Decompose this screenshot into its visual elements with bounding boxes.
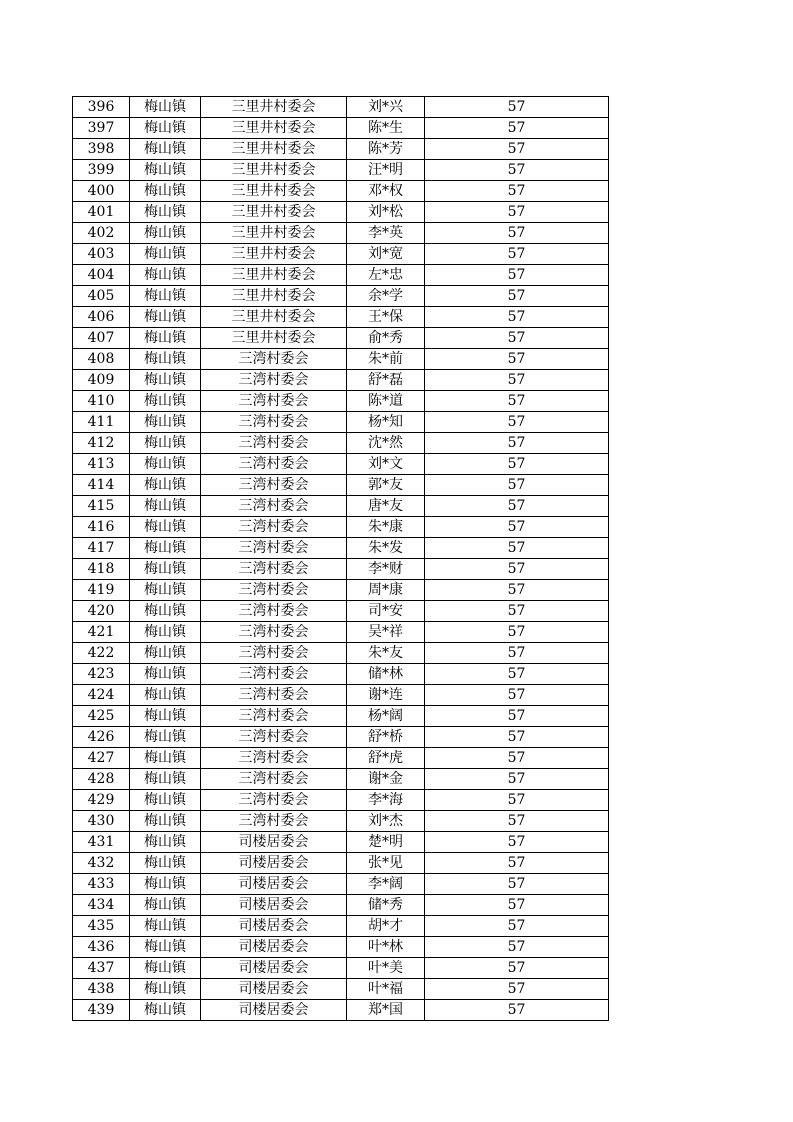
amount-cell: 57	[425, 286, 609, 307]
table-row	[73, 307, 609, 328]
village-cell: 三湾村委会	[201, 412, 347, 433]
person-name-cell: 朱*友	[347, 643, 425, 664]
row-number-cell: 425	[73, 706, 130, 727]
amount-cell: 57	[425, 916, 609, 937]
table-row	[73, 937, 609, 958]
row-number-cell: 400	[73, 181, 130, 202]
amount-cell: 57	[425, 412, 609, 433]
village-cell: 三湾村委会	[201, 559, 347, 580]
village-cell: 司楼居委会	[201, 979, 347, 1000]
town-cell: 梅山镇	[130, 244, 201, 265]
village-cell: 三湾村委会	[201, 811, 347, 832]
village-cell: 三湾村委会	[201, 496, 347, 517]
village-cell: 三湾村委会	[201, 706, 347, 727]
row-number-cell: 428	[73, 769, 130, 790]
table-row	[73, 811, 609, 832]
person-name-cell: 陈*芳	[347, 139, 425, 160]
amount-cell: 57	[425, 328, 609, 349]
amount-cell: 57	[425, 979, 609, 1000]
amount-cell: 57	[425, 223, 609, 244]
table-row	[73, 202, 609, 223]
village-cell: 三里井村委会	[201, 202, 347, 223]
village-cell: 三里井村委会	[201, 139, 347, 160]
records-table-body	[73, 97, 609, 1021]
village-cell: 三湾村委会	[201, 601, 347, 622]
table-row	[73, 328, 609, 349]
person-name-cell: 舒*磊	[347, 370, 425, 391]
table-row	[73, 853, 609, 874]
row-number-cell: 405	[73, 286, 130, 307]
town-cell: 梅山镇	[130, 874, 201, 895]
person-name-cell: 谢*金	[347, 769, 425, 790]
table-row	[73, 391, 609, 412]
person-name-cell: 邓*权	[347, 181, 425, 202]
table-row	[73, 370, 609, 391]
table-row	[73, 664, 609, 685]
amount-cell: 57	[425, 559, 609, 580]
row-number-cell: 401	[73, 202, 130, 223]
town-cell: 梅山镇	[130, 265, 201, 286]
table-row	[73, 181, 609, 202]
table-row	[73, 685, 609, 706]
amount-cell: 57	[425, 811, 609, 832]
person-name-cell: 汪*明	[347, 160, 425, 181]
town-cell: 梅山镇	[130, 496, 201, 517]
table-row	[73, 286, 609, 307]
town-cell: 梅山镇	[130, 895, 201, 916]
village-cell: 三湾村委会	[201, 769, 347, 790]
amount-cell: 57	[425, 538, 609, 559]
row-number-cell: 417	[73, 538, 130, 559]
person-name-cell: 王*保	[347, 307, 425, 328]
village-cell: 三湾村委会	[201, 349, 347, 370]
table-row	[73, 517, 609, 538]
row-number-cell: 414	[73, 475, 130, 496]
person-name-cell: 刘*兴	[347, 97, 425, 118]
person-name-cell: 谢*连	[347, 685, 425, 706]
town-cell: 梅山镇	[130, 412, 201, 433]
row-number-cell: 402	[73, 223, 130, 244]
town-cell: 梅山镇	[130, 580, 201, 601]
row-number-cell: 407	[73, 328, 130, 349]
table-row	[73, 538, 609, 559]
village-cell: 三里井村委会	[201, 97, 347, 118]
row-number-cell: 420	[73, 601, 130, 622]
amount-cell: 57	[425, 601, 609, 622]
village-cell: 三里井村委会	[201, 181, 347, 202]
town-cell: 梅山镇	[130, 979, 201, 1000]
village-cell: 三湾村委会	[201, 517, 347, 538]
amount-cell: 57	[425, 643, 609, 664]
table-row	[73, 349, 609, 370]
village-cell: 司楼居委会	[201, 874, 347, 895]
table-row	[73, 706, 609, 727]
person-name-cell: 司*安	[347, 601, 425, 622]
village-cell: 三湾村委会	[201, 727, 347, 748]
row-number-cell: 406	[73, 307, 130, 328]
table-row	[73, 601, 609, 622]
row-number-cell: 431	[73, 832, 130, 853]
person-name-cell: 胡*才	[347, 916, 425, 937]
person-name-cell: 陈*道	[347, 391, 425, 412]
row-number-cell: 404	[73, 265, 130, 286]
town-cell: 梅山镇	[130, 937, 201, 958]
person-name-cell: 李*阔	[347, 874, 425, 895]
person-name-cell: 吴*祥	[347, 622, 425, 643]
table-row	[73, 475, 609, 496]
amount-cell: 57	[425, 769, 609, 790]
row-number-cell: 423	[73, 664, 130, 685]
table-row	[73, 643, 609, 664]
amount-cell: 57	[425, 748, 609, 769]
row-number-cell: 411	[73, 412, 130, 433]
town-cell: 梅山镇	[130, 832, 201, 853]
town-cell: 梅山镇	[130, 118, 201, 139]
amount-cell: 57	[425, 958, 609, 979]
village-cell: 司楼居委会	[201, 1000, 347, 1021]
amount-cell: 57	[425, 307, 609, 328]
person-name-cell: 李*海	[347, 790, 425, 811]
amount-cell: 57	[425, 790, 609, 811]
table-row	[73, 244, 609, 265]
village-cell: 三湾村委会	[201, 643, 347, 664]
amount-cell: 57	[425, 454, 609, 475]
town-cell: 梅山镇	[130, 664, 201, 685]
table-row	[73, 223, 609, 244]
table-row	[73, 559, 609, 580]
table-row	[73, 727, 609, 748]
amount-cell: 57	[425, 97, 609, 118]
person-name-cell: 左*忠	[347, 265, 425, 286]
row-number-cell: 422	[73, 643, 130, 664]
row-number-cell: 427	[73, 748, 130, 769]
amount-cell: 57	[425, 349, 609, 370]
row-number-cell: 434	[73, 895, 130, 916]
town-cell: 梅山镇	[130, 202, 201, 223]
village-cell: 三湾村委会	[201, 475, 347, 496]
town-cell: 梅山镇	[130, 349, 201, 370]
table-row	[73, 874, 609, 895]
row-number-cell: 396	[73, 97, 130, 118]
town-cell: 梅山镇	[130, 370, 201, 391]
town-cell: 梅山镇	[130, 517, 201, 538]
amount-cell: 57	[425, 1000, 609, 1021]
village-cell: 三湾村委会	[201, 748, 347, 769]
table-row	[73, 454, 609, 475]
row-number-cell: 435	[73, 916, 130, 937]
amount-cell: 57	[425, 937, 609, 958]
town-cell: 梅山镇	[130, 307, 201, 328]
row-number-cell: 424	[73, 685, 130, 706]
town-cell: 梅山镇	[130, 811, 201, 832]
person-name-cell: 李*英	[347, 223, 425, 244]
person-name-cell: 俞*秀	[347, 328, 425, 349]
village-cell: 三湾村委会	[201, 538, 347, 559]
person-name-cell: 叶*林	[347, 937, 425, 958]
town-cell: 梅山镇	[130, 727, 201, 748]
amount-cell: 57	[425, 475, 609, 496]
row-number-cell: 421	[73, 622, 130, 643]
town-cell: 梅山镇	[130, 643, 201, 664]
village-cell: 司楼居委会	[201, 895, 347, 916]
village-cell: 三湾村委会	[201, 454, 347, 475]
table-row	[73, 496, 609, 517]
amount-cell: 57	[425, 874, 609, 895]
amount-cell: 57	[425, 496, 609, 517]
town-cell: 梅山镇	[130, 538, 201, 559]
person-name-cell: 舒*虎	[347, 748, 425, 769]
amount-cell: 57	[425, 685, 609, 706]
village-cell: 三湾村委会	[201, 622, 347, 643]
village-cell: 司楼居委会	[201, 832, 347, 853]
town-cell: 梅山镇	[130, 769, 201, 790]
row-number-cell: 426	[73, 727, 130, 748]
amount-cell: 57	[425, 160, 609, 181]
amount-cell: 57	[425, 727, 609, 748]
table-row	[73, 748, 609, 769]
records-table	[72, 96, 609, 1021]
row-number-cell: 410	[73, 391, 130, 412]
table-row	[73, 916, 609, 937]
row-number-cell: 436	[73, 937, 130, 958]
table-row	[73, 769, 609, 790]
row-number-cell: 408	[73, 349, 130, 370]
amount-cell: 57	[425, 202, 609, 223]
town-cell: 梅山镇	[130, 475, 201, 496]
village-cell: 三里井村委会	[201, 286, 347, 307]
town-cell: 梅山镇	[130, 286, 201, 307]
village-cell: 司楼居委会	[201, 937, 347, 958]
row-number-cell: 438	[73, 979, 130, 1000]
town-cell: 梅山镇	[130, 559, 201, 580]
person-name-cell: 刘*文	[347, 454, 425, 475]
village-cell: 三湾村委会	[201, 391, 347, 412]
person-name-cell: 叶*美	[347, 958, 425, 979]
town-cell: 梅山镇	[130, 748, 201, 769]
amount-cell: 57	[425, 181, 609, 202]
row-number-cell: 409	[73, 370, 130, 391]
town-cell: 梅山镇	[130, 391, 201, 412]
table-row	[73, 433, 609, 454]
village-cell: 三里井村委会	[201, 223, 347, 244]
town-cell: 梅山镇	[130, 139, 201, 160]
person-name-cell: 舒*桥	[347, 727, 425, 748]
town-cell: 梅山镇	[130, 1000, 201, 1021]
village-cell: 司楼居委会	[201, 916, 347, 937]
town-cell: 梅山镇	[130, 622, 201, 643]
town-cell: 梅山镇	[130, 685, 201, 706]
village-cell: 三里井村委会	[201, 244, 347, 265]
table-row	[73, 580, 609, 601]
village-cell: 三湾村委会	[201, 580, 347, 601]
town-cell: 梅山镇	[130, 790, 201, 811]
amount-cell: 57	[425, 706, 609, 727]
row-number-cell: 397	[73, 118, 130, 139]
town-cell: 梅山镇	[130, 601, 201, 622]
village-cell: 三里井村委会	[201, 118, 347, 139]
person-name-cell: 杨*阔	[347, 706, 425, 727]
village-cell: 司楼居委会	[201, 958, 347, 979]
amount-cell: 57	[425, 370, 609, 391]
row-number-cell: 419	[73, 580, 130, 601]
table-row	[73, 97, 609, 118]
amount-cell: 57	[425, 391, 609, 412]
village-cell: 三里井村委会	[201, 307, 347, 328]
row-number-cell: 416	[73, 517, 130, 538]
row-number-cell: 413	[73, 454, 130, 475]
town-cell: 梅山镇	[130, 328, 201, 349]
town-cell: 梅山镇	[130, 853, 201, 874]
village-cell: 三湾村委会	[201, 370, 347, 391]
row-number-cell: 415	[73, 496, 130, 517]
table-row	[73, 160, 609, 181]
village-cell: 三湾村委会	[201, 433, 347, 454]
person-name-cell: 叶*福	[347, 979, 425, 1000]
amount-cell: 57	[425, 664, 609, 685]
person-name-cell: 张*见	[347, 853, 425, 874]
table-row	[73, 118, 609, 139]
person-name-cell: 朱*康	[347, 517, 425, 538]
person-name-cell: 楚*明	[347, 832, 425, 853]
person-name-cell: 储*秀	[347, 895, 425, 916]
table-row	[73, 832, 609, 853]
amount-cell: 57	[425, 895, 609, 916]
person-name-cell: 刘*杰	[347, 811, 425, 832]
village-cell: 三里井村委会	[201, 328, 347, 349]
town-cell: 梅山镇	[130, 433, 201, 454]
row-number-cell: 412	[73, 433, 130, 454]
person-name-cell: 沈*然	[347, 433, 425, 454]
row-number-cell: 429	[73, 790, 130, 811]
table-row	[73, 790, 609, 811]
town-cell: 梅山镇	[130, 223, 201, 244]
table-row	[73, 622, 609, 643]
amount-cell: 57	[425, 433, 609, 454]
town-cell: 梅山镇	[130, 454, 201, 475]
table-row	[73, 412, 609, 433]
village-cell: 三湾村委会	[201, 664, 347, 685]
person-name-cell: 朱*发	[347, 538, 425, 559]
table-row	[73, 895, 609, 916]
person-name-cell: 朱*前	[347, 349, 425, 370]
table-row	[73, 265, 609, 286]
amount-cell: 57	[425, 853, 609, 874]
person-name-cell: 陈*生	[347, 118, 425, 139]
person-name-cell: 刘*松	[347, 202, 425, 223]
village-cell: 三里井村委会	[201, 265, 347, 286]
row-number-cell: 433	[73, 874, 130, 895]
amount-cell: 57	[425, 580, 609, 601]
amount-cell: 57	[425, 265, 609, 286]
row-number-cell: 398	[73, 139, 130, 160]
amount-cell: 57	[425, 139, 609, 160]
row-number-cell: 432	[73, 853, 130, 874]
row-number-cell: 439	[73, 1000, 130, 1021]
table-row	[73, 139, 609, 160]
town-cell: 梅山镇	[130, 181, 201, 202]
town-cell: 梅山镇	[130, 160, 201, 181]
person-name-cell: 唐*友	[347, 496, 425, 517]
table-row	[73, 958, 609, 979]
amount-cell: 57	[425, 517, 609, 538]
town-cell: 梅山镇	[130, 958, 201, 979]
village-cell: 三湾村委会	[201, 685, 347, 706]
amount-cell: 57	[425, 244, 609, 265]
table-row	[73, 1000, 609, 1021]
town-cell: 梅山镇	[130, 706, 201, 727]
amount-cell: 57	[425, 118, 609, 139]
amount-cell: 57	[425, 832, 609, 853]
person-name-cell: 周*康	[347, 580, 425, 601]
person-name-cell: 郑*国	[347, 1000, 425, 1021]
town-cell: 梅山镇	[130, 916, 201, 937]
row-number-cell: 430	[73, 811, 130, 832]
village-cell: 三里井村委会	[201, 160, 347, 181]
person-name-cell: 杨*知	[347, 412, 425, 433]
person-name-cell: 李*财	[347, 559, 425, 580]
village-cell: 三湾村委会	[201, 790, 347, 811]
table-row	[73, 979, 609, 1000]
person-name-cell: 储*林	[347, 664, 425, 685]
town-cell: 梅山镇	[130, 97, 201, 118]
person-name-cell: 刘*宽	[347, 244, 425, 265]
village-cell: 司楼居委会	[201, 853, 347, 874]
row-number-cell: 399	[73, 160, 130, 181]
row-number-cell: 437	[73, 958, 130, 979]
amount-cell: 57	[425, 622, 609, 643]
row-number-cell: 418	[73, 559, 130, 580]
row-number-cell: 403	[73, 244, 130, 265]
person-name-cell: 郭*友	[347, 475, 425, 496]
person-name-cell: 余*学	[347, 286, 425, 307]
